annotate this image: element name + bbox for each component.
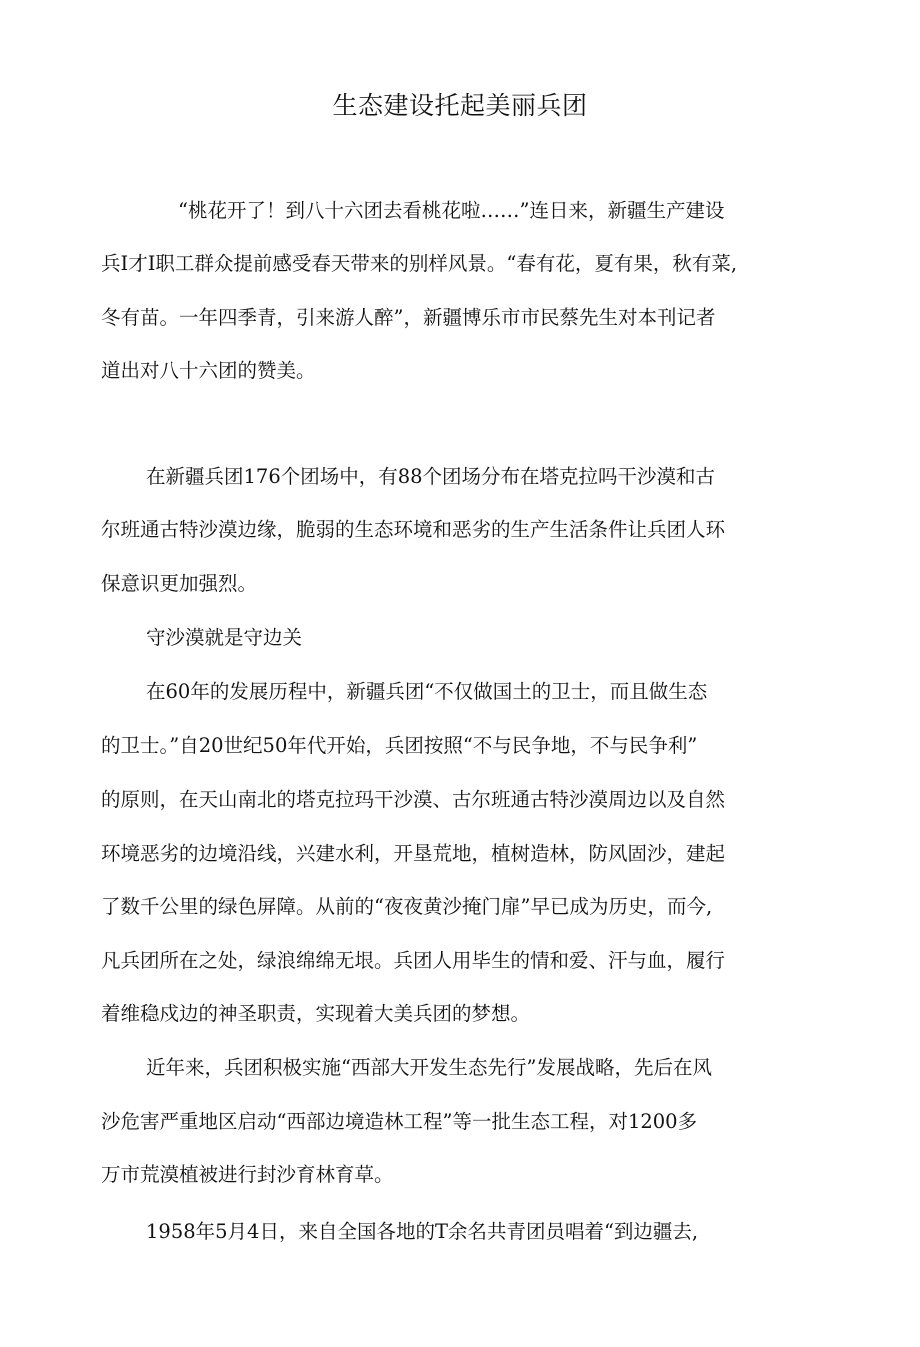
text-line: 沙危害严重地区启动“西部边境造林工程”等一批生态工程，对1200多 [101, 1110, 698, 1133]
text-line: 着维稳戍边的神圣职责，实现着大美兵团的梦想。 [101, 1002, 531, 1025]
page-title: 生态建设托起美丽兵团 [332, 91, 588, 120]
text-line: 的卫士。”自20世纪50年代开始，兵团按照“不与民争地，不与民争利” [101, 734, 698, 757]
text-line: 了数千公里的绿色屏障。从前的“夜夜黄沙掩门扉”早已成为历史，而今, [101, 895, 713, 918]
text-line: 近年来，兵团积极实施“西部大开发生态先行”发展战略，先后在风 [146, 1056, 712, 1079]
text-line: 万市荒漠植被进行封沙育林育草。 [101, 1163, 394, 1186]
section-heading: 守沙漠就是守边关 [146, 626, 303, 649]
text-line: 的原则，在天山南北的塔克拉玛干沙漠、古尔班通古特沙漠周边以及自然 [101, 788, 726, 811]
text-line: 保意识更加强烈。 [101, 572, 258, 595]
text-line: 尔班通古特沙漠边缘，脆弱的生态环境和恶劣的生产生活条件让兵团人环 [101, 518, 726, 541]
text-line: 在新疆兵团176个团场中，有88个团场分布在塔克拉吗干沙漠和古 [146, 465, 716, 488]
text-line: 凡兵团所在之处，绿浪绵绵无垠。兵团人用毕生的情和爱、汗与血，履行 [101, 949, 726, 972]
text-line: 冬有苗。一年四季青，引来游人醉”，新疆博乐市市民蔡先生对本刊记者 [101, 306, 716, 329]
text-line: 道出对八十六团的赞美。 [101, 359, 316, 382]
text-line: 在60年的发展历程中，新疆兵团“不仅做国土的卫士，而且做生态 [146, 680, 708, 703]
text-line: 1958年5月4日，来自全国各地的T余名共青团员唱着“到边疆去, [146, 1220, 699, 1243]
text-line: “桃花开了！到八十六团去看桃花啦……”连日来，新疆生产建设 [178, 199, 725, 222]
text-line: 环境恶劣的边境沿线，兴建水利，开垦荒地，植树造林，防风固沙，建起 [101, 842, 726, 865]
text-line: 兵I才I职工群众提前感受春天带来的别样风景。“春有花，夏有果，秋有菜, [101, 252, 738, 275]
